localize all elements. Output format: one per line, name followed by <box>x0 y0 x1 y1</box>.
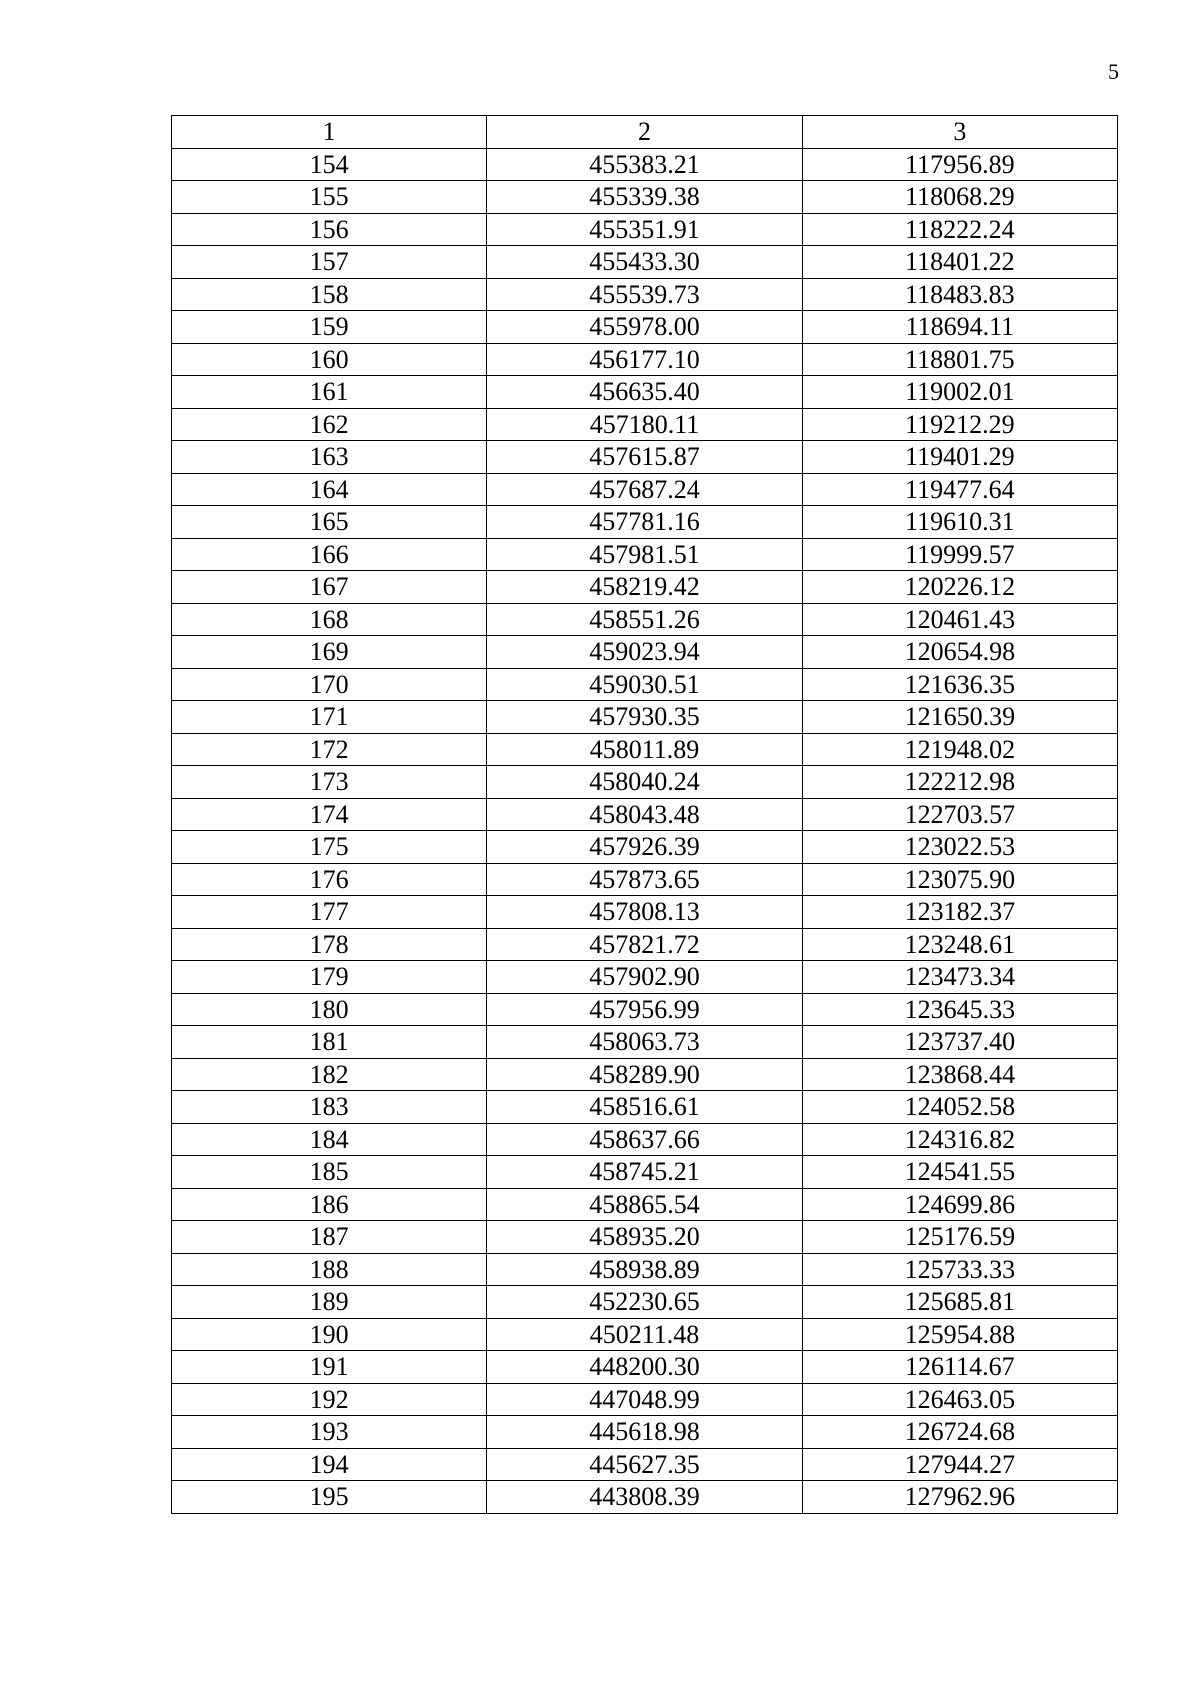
x-coordinate-cell: 458938.89 <box>487 1253 802 1286</box>
page-number: 5 <box>1108 59 1119 84</box>
point-number-cell: 174 <box>172 798 487 831</box>
y-coordinate-cell: 123473.34 <box>802 961 1117 994</box>
x-coordinate-cell: 450211.48 <box>487 1318 802 1351</box>
point-number-cell: 173 <box>172 766 487 799</box>
point-number-cell: 183 <box>172 1091 487 1124</box>
table-row <box>172 1091 1118 1124</box>
x-coordinate-cell: 455433.30 <box>487 246 802 279</box>
x-coordinate-cell: 458745.21 <box>487 1156 802 1189</box>
point-number-cell: 160 <box>172 343 487 376</box>
point-number-cell: 155 <box>172 181 487 214</box>
point-number-cell: 188 <box>172 1253 487 1286</box>
table-row <box>172 181 1118 214</box>
y-coordinate-cell: 121948.02 <box>802 733 1117 766</box>
x-coordinate-cell: 458011.89 <box>487 733 802 766</box>
y-coordinate-cell: 117956.89 <box>802 148 1117 181</box>
point-number-cell: 185 <box>172 1156 487 1189</box>
x-coordinate-cell: 457902.90 <box>487 961 802 994</box>
x-coordinate-cell: 457180.11 <box>487 408 802 441</box>
x-coordinate-cell: 457808.13 <box>487 896 802 929</box>
point-number-cell: 159 <box>172 311 487 344</box>
y-coordinate-cell: 127944.27 <box>802 1448 1117 1481</box>
point-number-cell: 178 <box>172 928 487 961</box>
table-row <box>172 1221 1118 1254</box>
x-coordinate-cell: 455351.91 <box>487 213 802 246</box>
x-coordinate-cell: 457687.24 <box>487 473 802 506</box>
y-coordinate-cell: 119999.57 <box>802 538 1117 571</box>
x-coordinate-cell: 458516.61 <box>487 1091 802 1124</box>
y-coordinate-cell: 119610.31 <box>802 506 1117 539</box>
x-coordinate-cell: 457926.39 <box>487 831 802 864</box>
point-number-cell: 189 <box>172 1286 487 1319</box>
point-number-cell: 181 <box>172 1026 487 1059</box>
x-coordinate-cell: 458935.20 <box>487 1221 802 1254</box>
y-coordinate-cell: 126724.68 <box>802 1416 1117 1449</box>
table-row <box>172 1058 1118 1091</box>
y-coordinate-cell: 120226.12 <box>802 571 1117 604</box>
x-coordinate-cell: 458063.73 <box>487 1026 802 1059</box>
x-coordinate-cell: 455539.73 <box>487 278 802 311</box>
y-coordinate-cell: 123248.61 <box>802 928 1117 961</box>
column-header-2: 2 <box>487 116 802 149</box>
table-row <box>172 148 1118 181</box>
x-coordinate-cell: 458551.26 <box>487 603 802 636</box>
y-coordinate-cell: 124316.82 <box>802 1123 1117 1156</box>
point-number-cell: 154 <box>172 148 487 181</box>
point-number-cell: 166 <box>172 538 487 571</box>
table-row <box>172 506 1118 539</box>
y-coordinate-cell: 124052.58 <box>802 1091 1117 1124</box>
x-coordinate-cell: 455339.38 <box>487 181 802 214</box>
y-coordinate-cell: 119002.01 <box>802 376 1117 409</box>
column-header-3: 3 <box>802 116 1117 149</box>
x-coordinate-cell: 457615.87 <box>487 441 802 474</box>
table-row <box>172 701 1118 734</box>
y-coordinate-cell: 123737.40 <box>802 1026 1117 1059</box>
y-coordinate-cell: 123868.44 <box>802 1058 1117 1091</box>
x-coordinate-cell: 458043.48 <box>487 798 802 831</box>
table-row <box>172 376 1118 409</box>
table-row <box>172 1253 1118 1286</box>
y-coordinate-cell: 122703.57 <box>802 798 1117 831</box>
y-coordinate-cell: 123645.33 <box>802 993 1117 1026</box>
x-coordinate-cell: 456635.40 <box>487 376 802 409</box>
table-row <box>172 473 1118 506</box>
table-row <box>172 441 1118 474</box>
y-coordinate-cell: 122212.98 <box>802 766 1117 799</box>
point-number-cell: 195 <box>172 1481 487 1514</box>
table-row <box>172 246 1118 279</box>
y-coordinate-cell: 124541.55 <box>802 1156 1117 1189</box>
y-coordinate-cell: 121650.39 <box>802 701 1117 734</box>
coordinates-table <box>171 115 1118 1514</box>
y-coordinate-cell: 118483.83 <box>802 278 1117 311</box>
x-coordinate-cell: 457981.51 <box>487 538 802 571</box>
table-header-row <box>172 116 1118 149</box>
table-row <box>172 1416 1118 1449</box>
point-number-cell: 194 <box>172 1448 487 1481</box>
table-row <box>172 571 1118 604</box>
x-coordinate-cell: 459023.94 <box>487 636 802 669</box>
point-number-cell: 170 <box>172 668 487 701</box>
x-coordinate-cell: 445627.35 <box>487 1448 802 1481</box>
point-number-cell: 169 <box>172 636 487 669</box>
point-number-cell: 191 <box>172 1351 487 1384</box>
y-coordinate-cell: 121636.35 <box>802 668 1117 701</box>
table-row <box>172 343 1118 376</box>
y-coordinate-cell: 118694.11 <box>802 311 1117 344</box>
point-number-cell: 190 <box>172 1318 487 1351</box>
point-number-cell: 175 <box>172 831 487 864</box>
table-row <box>172 993 1118 1026</box>
x-coordinate-cell: 457821.72 <box>487 928 802 961</box>
table-row <box>172 603 1118 636</box>
table-row <box>172 961 1118 994</box>
x-coordinate-cell: 458637.66 <box>487 1123 802 1156</box>
point-number-cell: 176 <box>172 863 487 896</box>
point-number-cell: 171 <box>172 701 487 734</box>
table-row <box>172 311 1118 344</box>
y-coordinate-cell: 118068.29 <box>802 181 1117 214</box>
point-number-cell: 162 <box>172 408 487 441</box>
y-coordinate-cell: 125954.88 <box>802 1318 1117 1351</box>
x-coordinate-cell: 457930.35 <box>487 701 802 734</box>
point-number-cell: 187 <box>172 1221 487 1254</box>
y-coordinate-cell: 118801.75 <box>802 343 1117 376</box>
x-coordinate-cell: 459030.51 <box>487 668 802 701</box>
table-row <box>172 1123 1118 1156</box>
x-coordinate-cell: 457956.99 <box>487 993 802 1026</box>
x-coordinate-cell: 458219.42 <box>487 571 802 604</box>
point-number-cell: 158 <box>172 278 487 311</box>
table-row <box>172 1156 1118 1189</box>
y-coordinate-cell: 125176.59 <box>802 1221 1117 1254</box>
x-coordinate-cell: 455978.00 <box>487 311 802 344</box>
point-number-cell: 180 <box>172 993 487 1026</box>
point-number-cell: 193 <box>172 1416 487 1449</box>
x-coordinate-cell: 457781.16 <box>487 506 802 539</box>
table-row <box>172 1448 1118 1481</box>
table-row <box>172 766 1118 799</box>
table-row <box>172 1481 1118 1514</box>
table-row <box>172 831 1118 864</box>
table-row <box>172 278 1118 311</box>
y-coordinate-cell: 123182.37 <box>802 896 1117 929</box>
x-coordinate-cell: 448200.30 <box>487 1351 802 1384</box>
point-number-cell: 179 <box>172 961 487 994</box>
point-number-cell: 168 <box>172 603 487 636</box>
y-coordinate-cell: 118401.22 <box>802 246 1117 279</box>
table-body <box>172 148 1118 1513</box>
column-header-1: 1 <box>172 116 487 149</box>
y-coordinate-cell: 126463.05 <box>802 1383 1117 1416</box>
x-coordinate-cell: 458040.24 <box>487 766 802 799</box>
y-coordinate-cell: 126114.67 <box>802 1351 1117 1384</box>
table-row <box>172 896 1118 929</box>
y-coordinate-cell: 125733.33 <box>802 1253 1117 1286</box>
table-row <box>172 1188 1118 1221</box>
point-number-cell: 192 <box>172 1383 487 1416</box>
point-number-cell: 177 <box>172 896 487 929</box>
y-coordinate-cell: 123075.90 <box>802 863 1117 896</box>
y-coordinate-cell: 125685.81 <box>802 1286 1117 1319</box>
table-row <box>172 1351 1118 1384</box>
x-coordinate-cell: 445618.98 <box>487 1416 802 1449</box>
x-coordinate-cell: 447048.99 <box>487 1383 802 1416</box>
table-row <box>172 1383 1118 1416</box>
x-coordinate-cell: 456177.10 <box>487 343 802 376</box>
y-coordinate-cell: 119401.29 <box>802 441 1117 474</box>
table-row <box>172 538 1118 571</box>
x-coordinate-cell: 458865.54 <box>487 1188 802 1221</box>
table-row <box>172 668 1118 701</box>
x-coordinate-cell: 455383.21 <box>487 148 802 181</box>
table-row <box>172 408 1118 441</box>
point-number-cell: 156 <box>172 213 487 246</box>
x-coordinate-cell: 457873.65 <box>487 863 802 896</box>
point-number-cell: 172 <box>172 733 487 766</box>
point-number-cell: 157 <box>172 246 487 279</box>
x-coordinate-cell: 443808.39 <box>487 1481 802 1514</box>
point-number-cell: 184 <box>172 1123 487 1156</box>
table-row <box>172 798 1118 831</box>
table-row <box>172 733 1118 766</box>
table-row <box>172 1286 1118 1319</box>
table-row <box>172 1318 1118 1351</box>
y-coordinate-cell: 124699.86 <box>802 1188 1117 1221</box>
point-number-cell: 186 <box>172 1188 487 1221</box>
table-row <box>172 636 1118 669</box>
point-number-cell: 167 <box>172 571 487 604</box>
y-coordinate-cell: 127962.96 <box>802 1481 1117 1514</box>
y-coordinate-cell: 120654.98 <box>802 636 1117 669</box>
y-coordinate-cell: 118222.24 <box>802 213 1117 246</box>
y-coordinate-cell: 119477.64 <box>802 473 1117 506</box>
table-row <box>172 863 1118 896</box>
x-coordinate-cell: 452230.65 <box>487 1286 802 1319</box>
x-coordinate-cell: 458289.90 <box>487 1058 802 1091</box>
point-number-cell: 163 <box>172 441 487 474</box>
point-number-cell: 161 <box>172 376 487 409</box>
y-coordinate-cell: 120461.43 <box>802 603 1117 636</box>
table-row <box>172 928 1118 961</box>
y-coordinate-cell: 123022.53 <box>802 831 1117 864</box>
point-number-cell: 164 <box>172 473 487 506</box>
y-coordinate-cell: 119212.29 <box>802 408 1117 441</box>
table-row <box>172 213 1118 246</box>
point-number-cell: 182 <box>172 1058 487 1091</box>
table-row <box>172 1026 1118 1059</box>
point-number-cell: 165 <box>172 506 487 539</box>
